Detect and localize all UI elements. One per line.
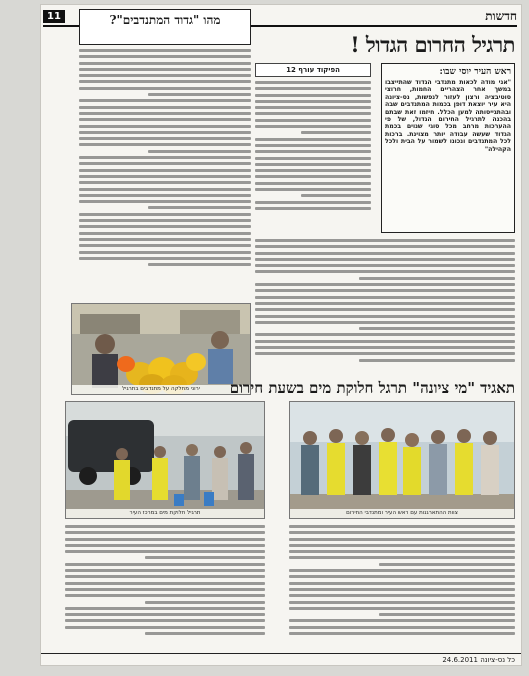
water-headline (40, 378, 515, 398)
home-front-logo (255, 63, 371, 77)
newspaper-page (40, 4, 522, 666)
side-article-text (79, 49, 251, 299)
main-article-text (255, 81, 371, 231)
water-headline-text: "מי ציונה" תרגל חלוקת מים בשעת חירום (229, 378, 476, 397)
water-truck-photo-caption: תרגיל חלוקת מים במרכז העיר (66, 509, 264, 518)
side-box (79, 9, 251, 45)
water-article-text-left (65, 525, 265, 651)
water-article-text-right (289, 525, 515, 651)
water-headline-tag: תאגיד (480, 378, 515, 397)
water-truck-photo-image (65, 402, 264, 519)
water-truck-photo (65, 401, 265, 519)
side-box-title: מהו "גדוד המתנדבים"? (109, 13, 221, 27)
logo-text: הפיקוד עורף 12 (286, 66, 340, 74)
main-headline (237, 31, 515, 59)
headline-text: תרגיל החרום הגדול ! (350, 32, 515, 57)
article-continuation-text (255, 239, 515, 373)
section-name: חדשות (485, 8, 517, 23)
group-photo-caption: צוות ההתארגנות עם ראש העיר ומתנדבי החירום (290, 509, 514, 518)
mayor-quote-box (381, 63, 515, 233)
group-photo-image (289, 402, 514, 519)
quote-lead: ראש העיר יוסי שבו: (439, 67, 511, 77)
page-number: 11 (43, 10, 65, 23)
footer-date: כל נס-ציונה ‎24.6.2011 (442, 656, 515, 664)
volunteers-photo-caption: ירוני מחלקה על מתנדבים בתרגיל (72, 385, 250, 394)
footer-strip (41, 653, 521, 665)
quote-text: "אני מודה לכאות מתנדבי הגדוד שהתייצבו במשך אחר הצהריים החמות, חרוצי סוטיבציה ורצון לעזור לנפשות, נס-ציונה היא עיר יוצאת דופן בכמות המתנדבים שבה ובהתגייסותה למען הכלל. חיזמו זאת שבתם בהכנה לתרגיל החירום הגדול, של פי ההערכות מרחב מכל סוגי שנוים בכמת הגדוד שעשה עבודה יותר מצוינת. ברכות לכל המתנדבים ונכונו לשמור על הבית ולכל הקהילה" (385, 79, 511, 153)
group-photo (289, 401, 515, 519)
